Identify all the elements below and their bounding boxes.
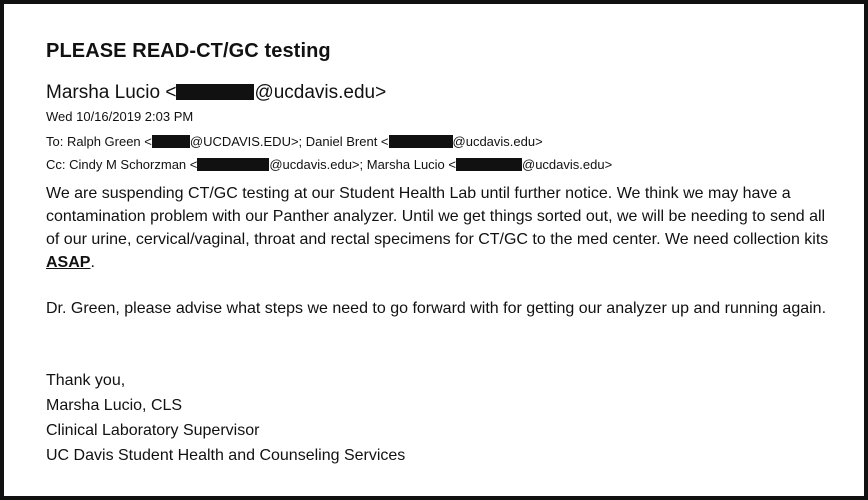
signature-title: Clinical Laboratory Supervisor xyxy=(46,422,260,439)
redacted-block xyxy=(456,158,522,171)
paragraph-1-end: . xyxy=(90,254,95,271)
asap-emphasis: ASAP xyxy=(46,254,91,271)
signature-organization: UC Davis Student Health and Counseling Services xyxy=(46,447,406,464)
cc-mid: @ucdavis.edu>; Marsha Lucio < xyxy=(269,157,456,172)
sender-domain: @ucdavis.edu> xyxy=(254,82,387,103)
body-paragraph-2: Dr. Green, please advise what steps we need to go forward with for getting our analyzer up and running again. xyxy=(46,300,827,317)
email-cc-line xyxy=(46,157,612,172)
to-prefix: To: Ralph Green < xyxy=(46,134,152,149)
email-to-line xyxy=(46,134,543,149)
email-subject: PLEASE READ-CT/GC testing xyxy=(46,40,331,62)
body-paragraph-1 xyxy=(46,182,836,274)
cc-prefix: Cc: Cindy M Schorzman < xyxy=(46,157,198,172)
email-sender xyxy=(46,82,386,104)
paragraph-1-text: We are suspending CT/GC testing at our Student Health Lab until further notice. We think we may have a contamination problem with our Panther analyzer. Until we get things sorted out, we will be needing to send all of our urine, cervical/vaginal, throat and rectal specimens for CT/GC to the med center. We need collection kits xyxy=(46,185,829,248)
cc-suffix: @ucdavis.edu> xyxy=(522,157,613,172)
signature-closing: Thank you, xyxy=(46,372,126,389)
email-body xyxy=(46,182,836,320)
redacted-block xyxy=(197,158,269,171)
redacted-block xyxy=(389,135,453,148)
signature-name: Marsha Lucio, CLS xyxy=(46,397,183,414)
to-mid: @UCDAVIS.EDU>; Daniel Brent < xyxy=(189,134,389,149)
sender-name: Marsha Lucio < xyxy=(46,82,177,103)
email-signature xyxy=(46,368,405,468)
to-suffix: @ucdavis.edu> xyxy=(452,134,543,149)
email-date: Wed 10/16/2019 2:03 PM xyxy=(46,109,194,124)
redacted-block xyxy=(176,84,254,100)
redacted-block xyxy=(152,135,190,148)
